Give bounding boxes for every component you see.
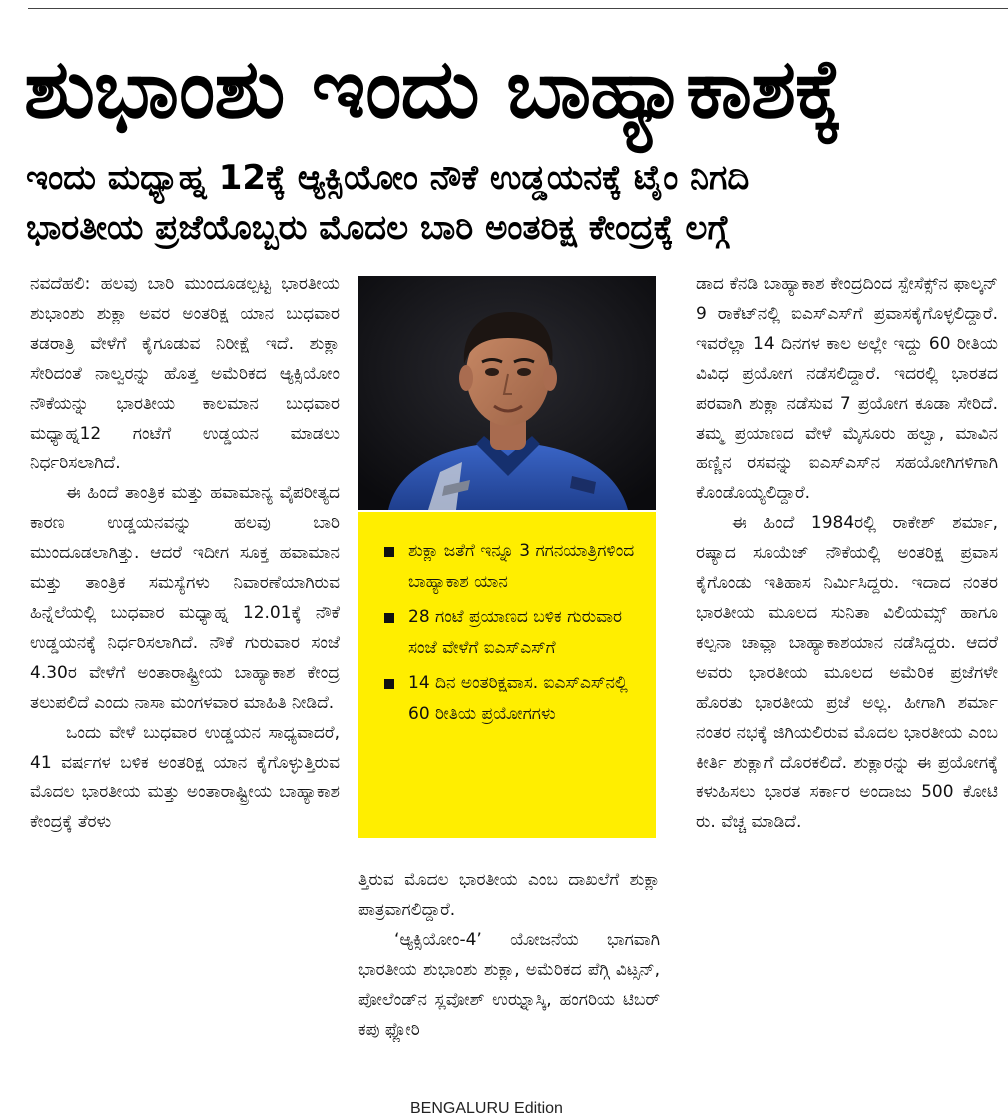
highlight-item [384, 536, 642, 598]
headline: ಶುಭಾಂಶು ಇಂದು ಬಾಹ್ಯಾಕಾಶಕ್ಕೆ [24, 42, 842, 137]
highlights-box [358, 512, 656, 838]
subheadline-2: ಭಾರತೀಯ ಪ್ರಜೆಯೊಬ್ಬರು ಮೊದಲ ಬಾರಿ ಅಂತರಿಕ್ಷ ಕೇಂದ್ರಕ್ಕೆ ಲಗ್ಗೆ [26, 208, 730, 248]
highlights-list [384, 536, 642, 730]
astronaut-photo [358, 276, 656, 510]
astronaut-portrait-image [358, 276, 656, 510]
highlight-item [384, 602, 642, 664]
article-column-left [30, 270, 340, 838]
highlight-text: 28 ಗಂಟೆ ಪ್ರಯಾಣದ ಬಳಿಕ ಗುರುವಾರ ಸಂಜೆ ವೇಳೆಗೆ ಐಎಸ್‌ಎಸ್‌ಗೆ [408, 607, 623, 658]
article-paragraph: ತ್ತಿರುವ ಮೊದಲ ಭಾರತೀಯ ಎಂಬ ದಾಖಲೆಗೆ ಶುಕ್ಲಾ ಪಾತ್ರವಾಗಲಿದ್ದಾರೆ. [358, 870, 660, 920]
highlight-item [384, 668, 642, 730]
square-bullet-icon [384, 679, 394, 689]
square-bullet-icon [384, 613, 394, 623]
article-paragraph: ಈ ಹಿಂದೆ 1984ರಲ್ಲಿ ರಾಕೇಶ್ ಶರ್ಮಾ, ರಷ್ಯಾದ ಸೂಯೆಜ್ ನೌಕೆಯಲ್ಲಿ ಅಂತರಿಕ್ಷ ಪ್ರವಾಸ ಕೈಗೊಂಡು ಇತಿಹಾಸ ನಿರ್ಮಿಸಿದ್ದರು. ಇದಾದ ನಂತರ ಭಾರತೀಯ ಮೂಲದ ಸುನಿತಾ ವಿಲಿಯಮ್ಸ್ ಹಾಗೂ ಕಲ್ಪನಾ ಚಾವ್ಲಾ ಬಾಹ್ಯಾಕಾಶಯಾನ ನಡೆಸಿದ್ದರು. ಆದರೆ ಅವರು ಭಾರತೀಯ ಮೂಲದ ಅಮೆರಿಕ ಪ್ರಜೆಗಳೇ ಹೊರತು ಭಾರತೀಯ ಪ್ರಜೆ ಅಲ್ಲ. ಹೀಗಾಗಿ ಶರ್ಮಾ ನಂತರ ನಭಕ್ಕೆ ಜಿಗಿಯಲಿರುವ ಮೊದಲ ಭಾರತೀಯ ಎಂಬ ಕೀರ್ತಿ ಶುಕ್ಲಾಗೆ ದೊರಕಲಿದೆ. ಶುಕ್ಲಾರನ್ನು ಈ ಪ್ರಯೋಗಕ್ಕೆ ಕಳುಹಿಸಲು ಭಾರತ ಸರ್ಕಾರ ಅಂದಾಜು 500 ಕೋಟಿ ರು. ವೆಚ್ಚ ಮಾಡಿದೆ. [696, 513, 998, 833]
highlight-text: 14 ದಿನ ಅಂತರಿಕ್ಷವಾಸ. ಐಎಸ್‌ಎಸ್‌ನಲ್ಲಿ 60 ರೀತಿಯ ಪ್ರಯೋಗಗಳು [408, 673, 628, 724]
subheadline-1: ಇಂದು ಮಧ್ಯಾಹ್ನ 12ಕ್ಕೆ ಆ್ಯಕ್ಸಿಯೋಂ ನೌಕೆ ಉಡ್ಡಯನಕ್ಕೆ ಟೈಂ ನಿಗದಿ [26, 158, 750, 198]
article-paragraph: ಒಂದು ವೇಳೆ ಬುಧವಾರ ಉಡ್ಡಯನ ಸಾಧ್ಯವಾದರೆ, 41 ವರ್ಷಗಳ ಬಳಿಕ ಅಂತರಿಕ್ಷ ಯಾನ ಕೈಗೊಳ್ಳುತ್ತಿರುವ ಮೊದಲ ಭಾರತೀಯ ಮತ್ತು ಅಂತಾರಾಷ್ಟ್ರೀಯ ಬಾಹ್ಯಾಕಾಶ ಕೇಂದ್ರಕ್ಕೆ ತೆರಳು [30, 722, 340, 833]
article-paragraph: ‘ಆ್ಯಕ್ಸಿಯೋಂ-4’ ಯೋಜನೆಯ ಭಾಗವಾಗಿ ಭಾರತೀಯ ಶುಭಾಂಶು ಶುಕ್ಲಾ, ಅಮೆರಿಕದ ಪೆಗ್ಗಿ ವಿಟ್ಸನ್, ಪೋಲೆಂಡ್‌ನ ಸ್ಲವೋಶ್ ಉಝ್ನಾಸ್ಕಿ, ಹಂಗರಿಯ ಟಿಬರ್ ಕಪು ಫ್ಲೋರಿ [358, 929, 660, 1040]
article-paragraph: ನವದೆಹಲಿ: ಹಲವು ಬಾರಿ ಮುಂದೂಡಲ್ಪಟ್ಟ ಭಾರತೀಯ ಶುಭಾಂಶು ಶುಕ್ಲಾ ಅವರ ಅಂತರಿಕ್ಷ ಯಾನ ಬುಧವಾರ ತಡರಾತ್ರಿ ವೇಳೆಗೆ ಕೈಗೂಡುವ ನಿರೀಕ್ಷೆ ಇದೆ. ಶುಕ್ಲಾ ಸೇರಿದಂತೆ ನಾಲ್ವರನ್ನು ಹೊತ್ತ ಅಮೆರಿಕದ ಆ್ಯಕ್ಸಿಯೋಂ ನೌಕೆಯನ್ನು ಭಾರತೀಯ ಕಾಲಮಾನ ಬುಧವಾರ ಮಧ್ಯಾಹ್ನ12 ಗಂಟೆಗೆ ಉಡ್ಡಯನ ಮಾಡಲು ನಿರ್ಧರಿಸಲಾಗಿದೆ. [30, 274, 340, 474]
article-paragraph: ಈ ಹಿಂದೆ ತಾಂತ್ರಿಕ ಮತ್ತು ಹವಾಮಾನ್ಯ ವೈಪರೀತ್ಯದ ಕಾರಣ ಉಡ್ಡಯನವನ್ನು ಹಲವು ಬಾರಿ ಮುಂದೂಡಲಾಗಿತ್ತು. ಆದರೆ ಇದೀಗ ಸೂಕ್ತ ಹವಾಮಾನ ಮತ್ತು ತಾಂತ್ರಿಕ ಸಮಸ್ಯೆಗಳು ನಿವಾರಣೆಯಾಗಿರುವ ಹಿನ್ನೆಲೆಯಲ್ಲಿ ಬುಧವಾರ ಮಧ್ಯಾಹ್ನ 12.01ಕ್ಕೆ ನೌಕೆ ಉಡ್ಡಯನಕ್ಕೆ ನಿರ್ಧರಿಸಲಾಗಿದೆ. ನೌಕೆ ಗುರುವಾರ ಸಂಜೆ 4.30ರ ವೇಳೆಗೆ ಅಂತಾರಾಷ್ಟ್ರೀಯ ಬಾಹ್ಯಾಕಾಶ ಕೇಂದ್ರ ತಲುಪಲಿದೆ ಎಂದು ನಾಸಾ ಮಂಗಳವಾರ ಮಾಹಿತಿ ನೀಡಿದೆ. [30, 483, 340, 713]
article-column-right [696, 270, 998, 838]
article-paragraph: ಡಾದ ಕೆನಡಿ ಬಾಹ್ಯಾಕಾಶ ಕೇಂದ್ರದಿಂದ ಸ್ಪೇಸೆಕ್ಸ್‌ನ ಫಾಲ್ಕನ್ 9 ರಾಕೆಟ್‌ನಲ್ಲಿ ಐಎಸ್‌ಎಸ್‌ಗೆ ಪ್ರವಾಸಕೈಗೊಳ್ಳಲಿದ್ದಾರೆ. ಇವರೆಲ್ಲಾ 14 ದಿನಗಳ ಕಾಲ ಅಲ್ಲೇ ಇದ್ದು 60 ರೀತಿಯ ವಿವಿಧ ಪ್ರಯೋಗ ನಡೆಸಲಿದ್ದಾರೆ. ಇದರಲ್ಲಿ ಭಾರತದ ಪರವಾಗಿ ಶುಕ್ಲಾ ನಡೆಸುವ 7 ಪ್ರಯೋಗ ಕೂಡಾ ಸೇರಿದೆ. ತಮ್ಮ ಪ್ರಯಾಣದ ವೇಳೆ ಮೈಸೂರು ಹಲ್ವಾ, ಮಾವಿನ ಹಣ್ಣಿನ ರಸವನ್ನು ಐಎಸ್‌ಎಸ್‌ನ ಸಹಯೋಗಿಗಳಿಗಾಗಿ ಕೊಂಡೊಯ್ಯಲಿದ್ದಾರೆ. [696, 274, 998, 504]
square-bullet-icon [384, 547, 394, 557]
article-column-middle [358, 866, 660, 1045]
top-rule [28, 8, 1008, 9]
edition-label: BENGALURU Edition [410, 1100, 563, 1117]
highlight-text: ಶುಕ್ಲಾ ಜತೆಗೆ ಇನ್ನೂ 3 ಗಗನಯಾತ್ರಿಗಳಿಂದ ಬಾಹ್ಯಾಕಾಶ ಯಾನ [408, 541, 635, 592]
